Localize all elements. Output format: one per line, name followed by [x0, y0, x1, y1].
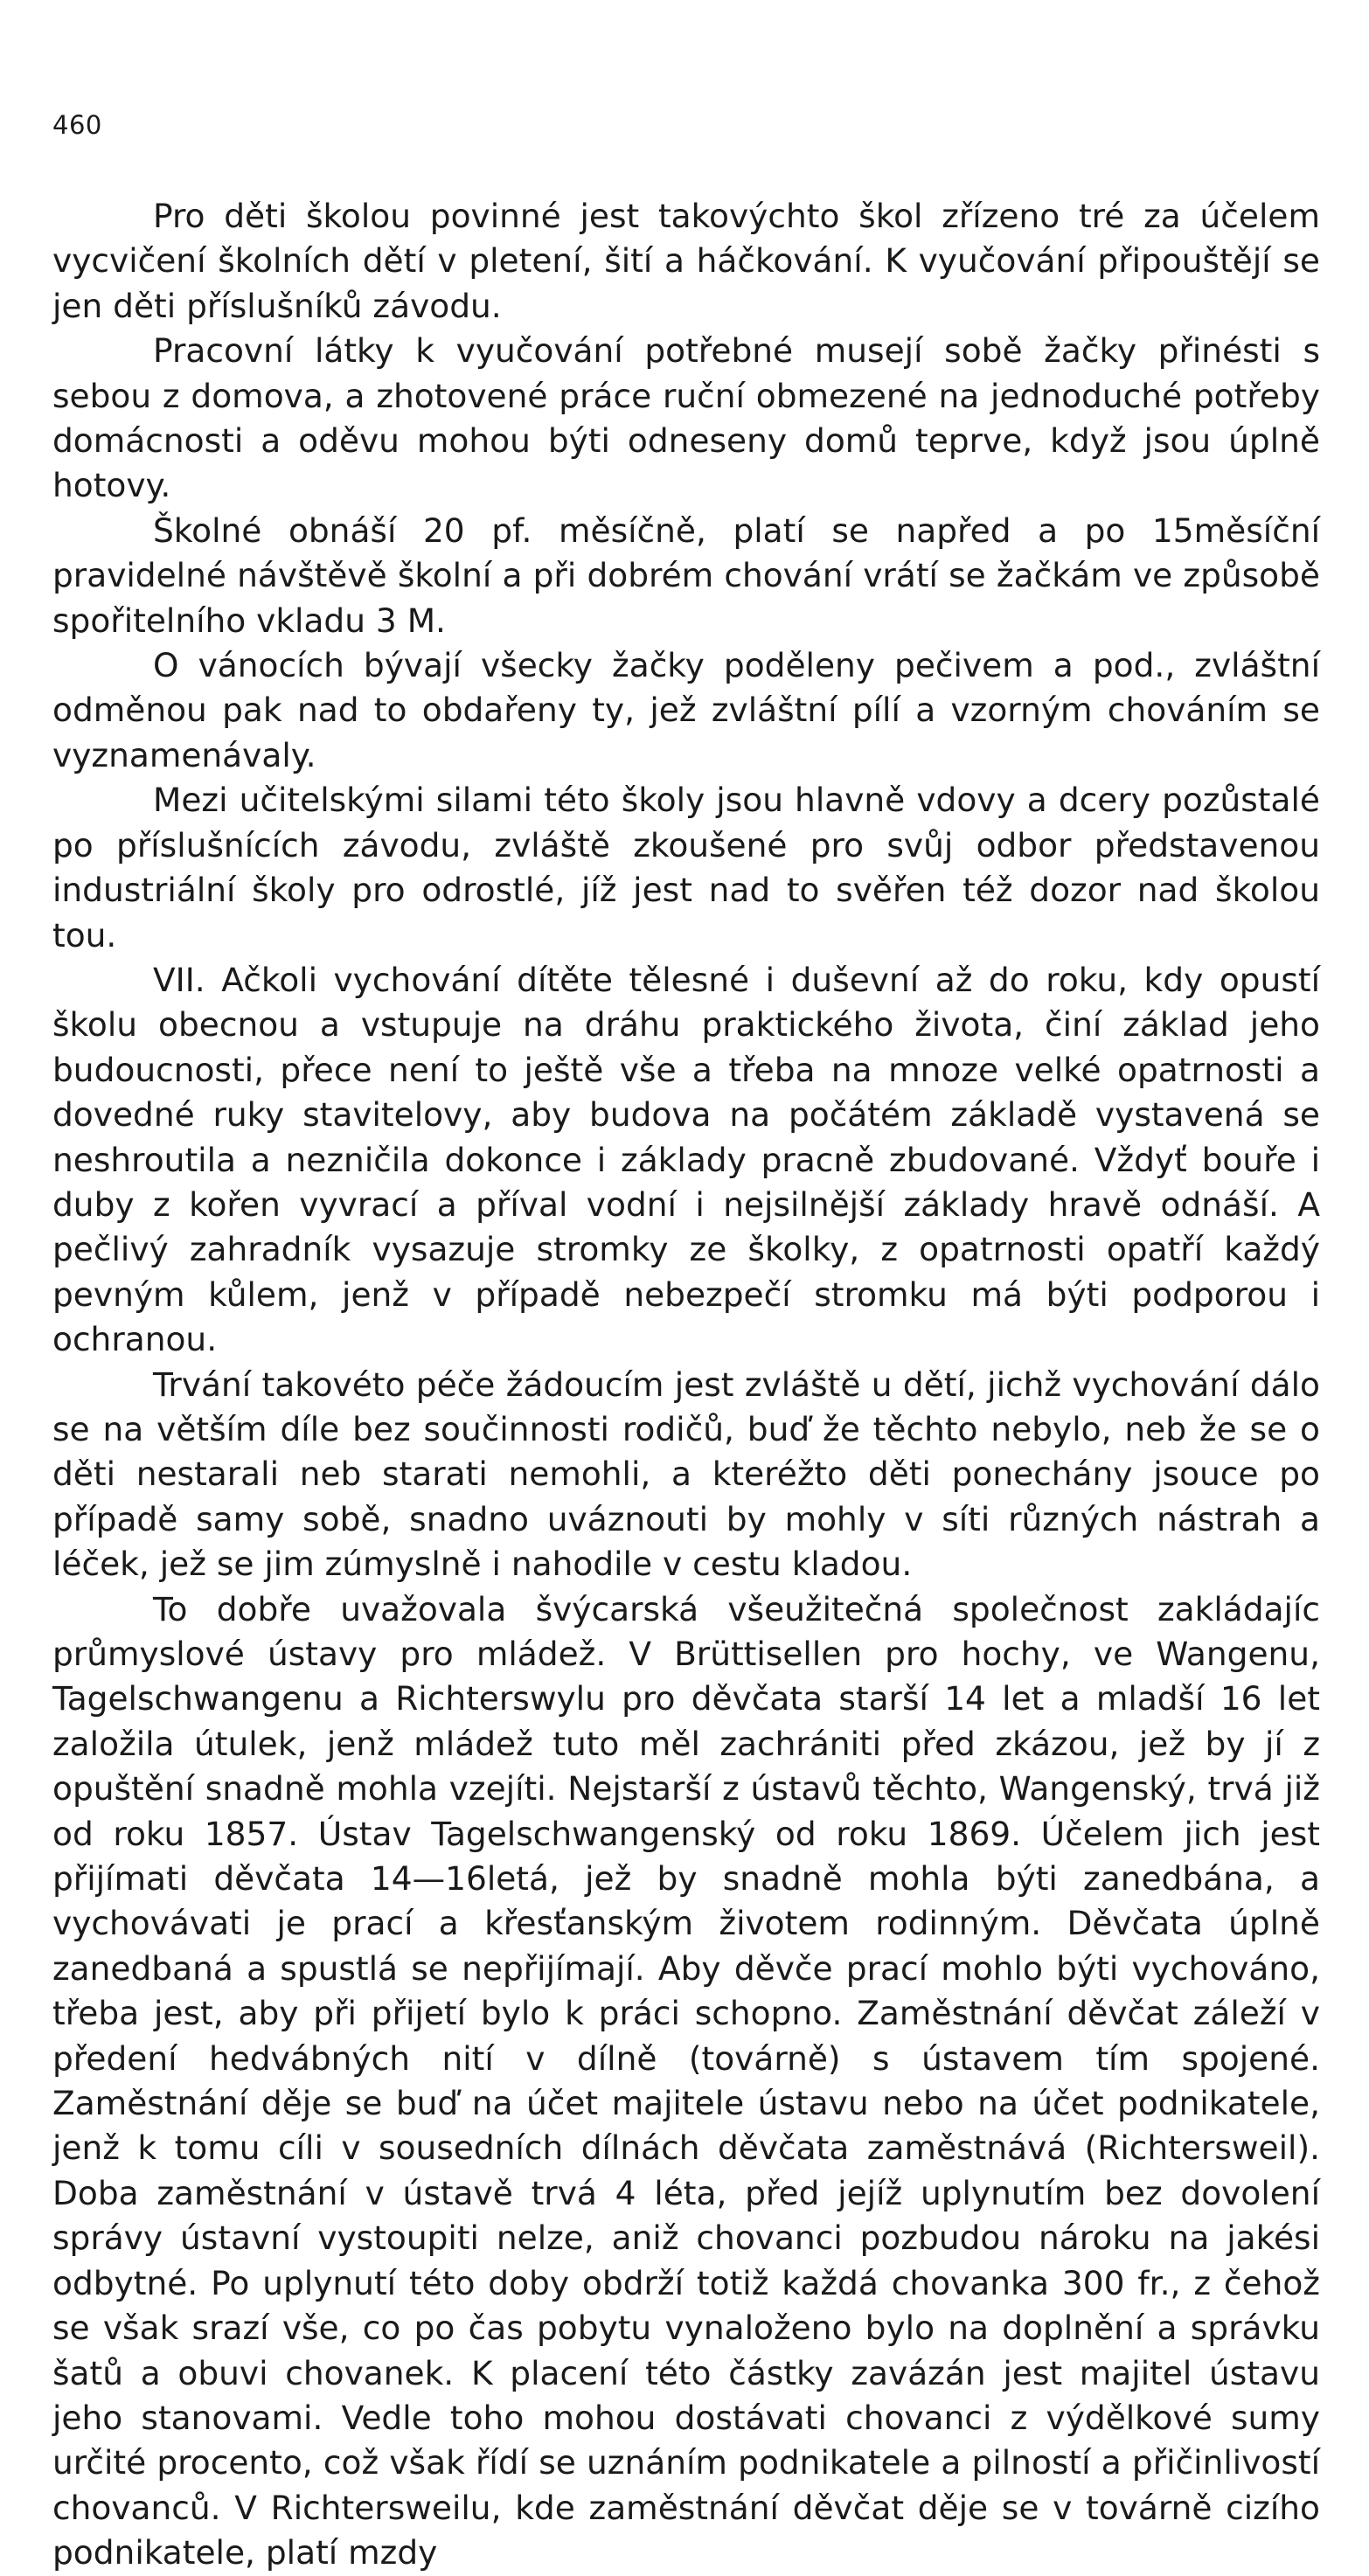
paragraph-1: Pro děti školou povinné jest takovýchto škol zřízeno tré za účelem vycvičení školních dětí v pletení, šití a háčkování. K vyučování připouštějí se jen děti příslušníků závodu.: [52, 197, 1320, 325]
paragraph-6: VII. Ačkoli vychování dítěte tělesné i duševní až do roku, kdy opustí školu obecnou a vstupuje na dráhu praktického života, činí základ jeho budoucnosti, přece není to ještě vše a třeba na mnoze velké opatrnosti a dovedné ruky stavitelovy, aby budova na počátém základě vystavená se neshroutila a nezničila dokonce i základy pracně zbudované. Vždyť bouře i duby z kořen vyvrací a příval vodní i nejsilnější základy hravě odnáší. A pečlivý zahradník vysazuje stromky ze školky, z opatrnosti opatří každý pevným kůlem, jenž v případě nebezpečí stromku má býti podporou i ochranou.: [52, 960, 1320, 1359]
paragraph-4: O vánocích bývají všecky žačky poděleny pečivem a pod., zvláštní odměnou pak nad to obdařeny ty, jež zvláštní pílí a vzorným chováním se vyznamenávaly.: [52, 646, 1320, 774]
page-number: 460: [52, 110, 102, 140]
body-text: [52, 194, 1320, 2576]
paragraph-5: Mezi učitelskými silami této školy jsou hlavně vdovy a dcery pozůstalé po příslušnících závodu, zvláště zkoušené pro svůj odbor představenou industriální školy pro odrostlé, jíž jest nad to svěřen též dozor nad školou tou.: [52, 781, 1320, 955]
paragraph-3: Školné obnáší 20 pf. měsíčně, platí se napřed a po 15měsíční pravidelné návštěvě školní a při dobrém chování vrátí se žačkám ve způsobě spořitelního vkladu 3 M.: [52, 510, 1320, 640]
paragraph-2: Pracovní látky k vyučování potřebné musejí sobě žačky přinésti s sebou z domova, a zhotovené práce ruční obmezené na jednoduché potřeby domácnosti a oděvu mohou býti odneseny domů teprve, když jsou úplně hotovy.: [52, 331, 1320, 505]
paragraph-8: To dobře uvažovala švýcarská všeužitečná společnost zakládajíc průmyslové ústavy pro mládež. V Brüttisellen pro hochy, ve Wangenu, Tagelschwangenu a Richterswylu pro děvčata starší 14 let a mladší 16 let založila útulek, jenž mládež tuto měl zachrániti před zkázou, jež by jí z opuštění snadně mohla vzejíti. Nejstarší z ústavů těchto, Wangenský, trvá již od roku 1857. Ústav Tagelschwangenský od roku 1869. Účelem jich jest přijímati děvčata 14—16letá, jež by snadně mohla býti zanedbána, a vychovávati je prací a křesťanským životem rodinným. Děvčata úplně zanedbaná a spustlá se nepřijímají. Aby děvče prací mohlo býti vychováno, třeba jest, aby při přijetí bylo k práci schopno. Zaměstnání děvčat záleží v předení hedvábných nití v dílně (továrně) s ústavem tím spojené. Zaměstnání děje se buď na účet majitele ústavu nebo na účet podnikatele, jenž k tomu cíli v sousedních dílnách děvčata zaměstnává (Richtersweil). Doba zaměstnání v ústavě trvá 4 léta, před jejíž uplynutím bez dovolení správy ústavní vystoupiti nelze, aniž chovanci pozbudou nároku na jakési odbytné. Po uplynutí této doby obdrží totiž každá chovanka 300 fr., z čehož se však srazí vše, co po čas pobytu vynaloženo bylo na doplnění a správku šatů a obuvi chovanek. K placení této částky zavázán jest majitel ústavu jeho stanovami. Vedle toho mohou dostávati chovanci z výdělkové sumy určité procento, což však řídí se uznáním podnikatele a pilností a přičinlivostí chovanců. V Richtersweilu, kde zaměstnání děvčat děje se v továrně cizího podnikatele, platí mzdy: [52, 1589, 1320, 2573]
paragraph-7: Trvání takovéto péče žádoucím jest zvláště u dětí, jichž vychování dálo se na větším díle bez součinnosti rodičů, buď že těchto nebylo, neb že se o děti nestarali neb starati nemohli, a kteréžto děti ponechány jsouce po případě samy sobě, snadno uváznouti by mohly v síti různých nástrah a léček, jež se jim zúmyslně i nahodile v cestu kladou.: [52, 1364, 1320, 1584]
